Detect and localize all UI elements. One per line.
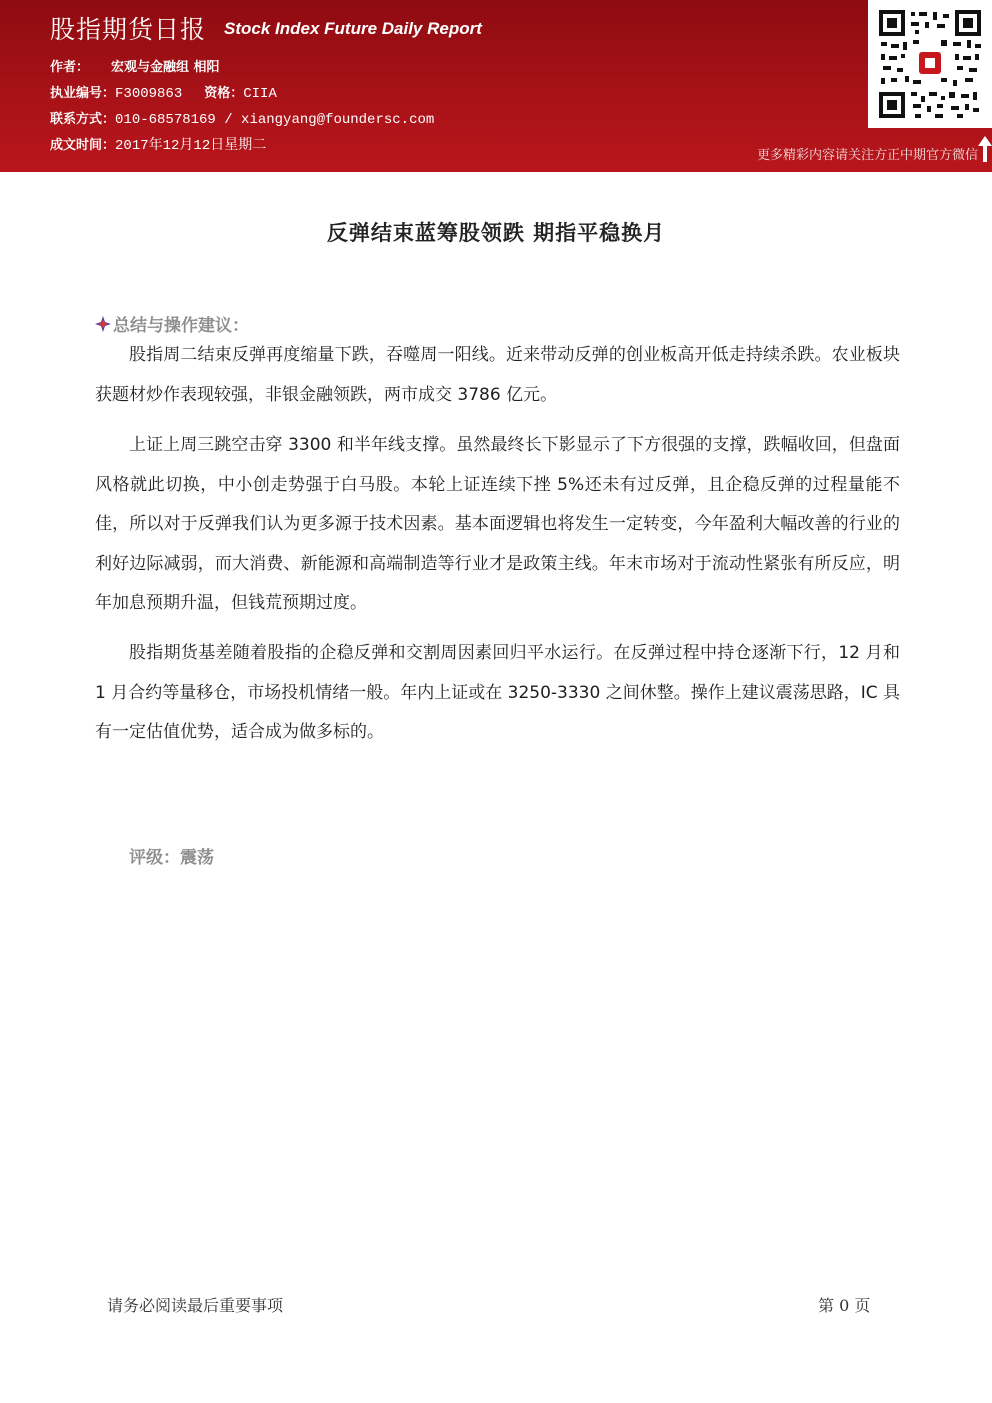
paragraph-1: 股指周二结束反弹再度缩量下跌，吞噬周一阳线。近来带动反弹的创业板高开低走持续杀跌。农业板块获题材炒作表现较强，非银金融领跌，两市成交 3786 亿元。 bbox=[95, 345, 900, 405]
section-heading bbox=[95, 311, 249, 336]
qr-code-icon bbox=[877, 8, 983, 120]
license-value: F3009863 bbox=[115, 86, 183, 102]
follow-wechat-text: 更多精彩内容请关注方正中期官方微信 bbox=[756, 148, 978, 163]
footer-notice: 请务必阅读最后重要事项 bbox=[107, 1296, 284, 1315]
report-header bbox=[0, 0, 992, 172]
paragraph-2: 上证上周三跳空击穿 3300 和半年线支撑。虽然最终长下影显示了下方很强的支撑，跌幅收回，但盘面风格就此切换，中小创走势强于白马股。本轮上证连续下挫 5%还未有过反弹，且企稳反弹的过程量能不佳，所以对于反弹我们认为更多源于技术因素。基本面逻辑也将发生一定转变，今年盈利大幅改善的行业的利好边际减弱，而大消费、新能源和高端制造等行业才是政策主线。年末市场对于流动性紧张有所反应，明年加息预期升温，但钱荒预期过度。 bbox=[95, 435, 900, 613]
license-line bbox=[50, 82, 277, 102]
date-line bbox=[50, 134, 266, 154]
contact-label: 联系方式： bbox=[50, 112, 116, 127]
report-title-en: Stock Index Future Daily Report bbox=[224, 19, 482, 38]
author-value: 宏观与金融组 相阳 bbox=[111, 60, 220, 75]
rating-text: 评级：震荡 bbox=[129, 848, 214, 868]
license-label: 执业编号： bbox=[50, 86, 116, 101]
contact-value: 010-68578169 / xiangyang@foundersc.com bbox=[115, 112, 435, 128]
author-label: 作者： bbox=[50, 60, 90, 75]
contact-line bbox=[50, 108, 434, 128]
report-title-cn: 股指期货日报 bbox=[50, 15, 207, 44]
page-number: 第 0 页 bbox=[818, 1296, 871, 1315]
diamond-bullet-icon bbox=[95, 316, 111, 332]
qualification-value: CIIA bbox=[243, 86, 277, 102]
qualification-label: 资格： bbox=[204, 86, 244, 101]
author-line bbox=[50, 56, 220, 75]
arrow-up-icon bbox=[978, 136, 992, 162]
date-label: 成文时间： bbox=[50, 138, 116, 153]
document-title: 反弹结束蓝筹股领跌 期指平稳换月 bbox=[326, 221, 666, 245]
section-heading-text: 总结与操作建议： bbox=[113, 316, 249, 336]
wechat-qr-code bbox=[868, 0, 992, 128]
date-value: 2017年12月12日星期二 bbox=[115, 138, 267, 154]
paragraph-3: 股指期货基差随着股指的企稳反弹和交割周因素回归平水运行。在反弹过程中持仓逐渐下行，12 月和 1 月合约等量移仓，市场投机情绪一般。年内上证或在 3250-3330 之间休整。操作上建议震荡思路，IC 具有一定估值优势，适合成为做多标的。 bbox=[95, 643, 900, 742]
